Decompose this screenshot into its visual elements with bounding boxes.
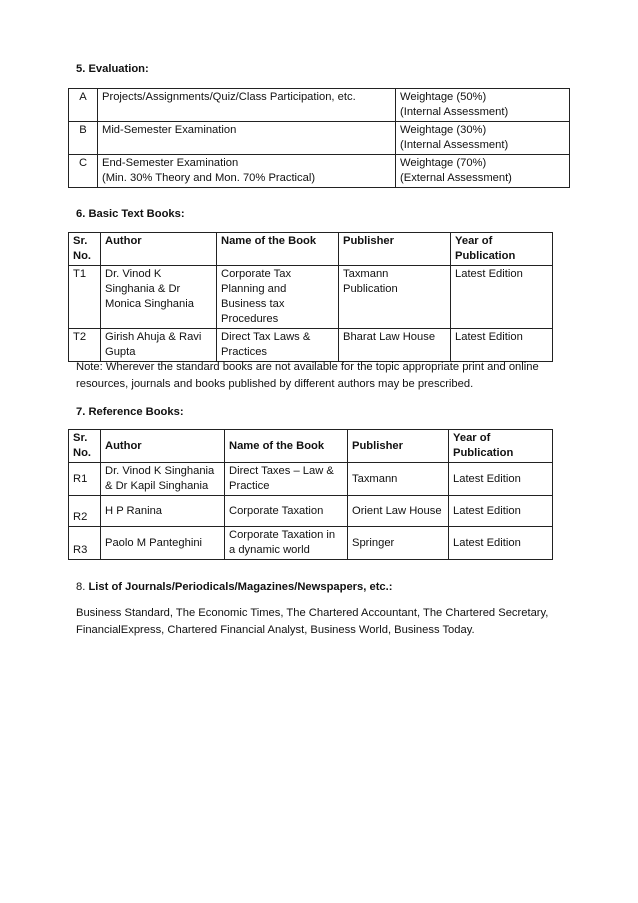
cell-publisher: Bharat Law House xyxy=(339,329,451,362)
cell-publisher: Taxmann Publication xyxy=(339,266,451,329)
eval-code: C xyxy=(69,155,98,188)
table-row xyxy=(69,496,553,527)
cell-author: Dr. Vinod K Singhania & Dr Monica Singhania xyxy=(101,266,217,329)
eval-weight xyxy=(396,89,570,122)
cell-book: Direct Taxes – Law & Practice xyxy=(225,463,348,496)
basic-books-note: Note: Wherever the standard books are not available for the topic appropriate print and online resources, journals and books published by different authors may be prescribed. xyxy=(76,361,539,390)
cell-sr: T1 xyxy=(69,266,101,329)
col-header-sr: Sr. No. xyxy=(69,430,101,463)
eval-weight-type: (Internal Assessment) xyxy=(400,106,509,118)
eval-weight-text: Weightage (50%) xyxy=(400,91,487,103)
cell-sr: R2 xyxy=(69,496,101,527)
col-header-book: Name of the Book xyxy=(225,430,348,463)
col-header-sr: Sr. No. xyxy=(69,233,101,266)
eval-item xyxy=(98,122,396,155)
cell-book: Direct Tax Laws & Practices xyxy=(217,329,339,362)
eval-weight-type: (Internal Assessment) xyxy=(400,139,509,151)
eval-item-subtext: (Min. 30% Theory and Mon. 70% Practical) xyxy=(102,172,316,184)
table-row xyxy=(69,527,553,560)
col-header-book: Name of the Book xyxy=(217,233,339,266)
cell-publisher: Orient Law House xyxy=(348,496,449,527)
eval-weight-text: Weightage (30%) xyxy=(400,124,487,136)
table-row xyxy=(69,155,570,188)
cell-sr: T2 xyxy=(69,329,101,362)
journals-heading xyxy=(76,580,392,595)
cell-sr: R1 xyxy=(69,463,101,496)
cell-author: Dr. Vinod K Singhania & Dr Kapil Singhania xyxy=(101,463,225,496)
journals-list: Business Standard, The Economic Times, The Chartered Accountant, The Chartered Secretary, FinancialExpress, Chartered Financial Analyst, Business World, Business Today. xyxy=(76,607,549,636)
col-header-publisher: Publisher xyxy=(339,233,451,266)
cell-year: Latest Edition xyxy=(451,329,553,362)
col-header-author: Author xyxy=(101,430,225,463)
table-header-row xyxy=(69,233,553,266)
table-row xyxy=(69,329,553,362)
table-row xyxy=(69,89,570,122)
cell-book: Corporate Taxation in a dynamic world xyxy=(225,527,348,560)
eval-item-text: Projects/Assignments/Quiz/Class Participation, etc. xyxy=(102,91,356,103)
eval-item-text: End-Semester Examination xyxy=(102,157,239,169)
cell-author: H P Ranina xyxy=(101,496,225,527)
eval-code: B xyxy=(69,122,98,155)
cell-year: Latest Edition xyxy=(449,527,553,560)
evaluation-table xyxy=(68,88,570,188)
cell-author: Paolo M Panteghini xyxy=(101,527,225,560)
journals-heading-text: List of Journals/Periodicals/Magazines/Newspapers, etc.: xyxy=(88,581,393,593)
table-row xyxy=(69,463,553,496)
cell-author: Girish Ahuja & Ravi Gupta xyxy=(101,329,217,362)
eval-weight-text: Weightage (70%) xyxy=(400,157,487,169)
cell-book: Corporate Tax Planning and Business tax Procedures xyxy=(217,266,339,329)
table-row xyxy=(69,266,553,329)
eval-weight-type: (External Assessment) xyxy=(400,172,512,184)
cell-publisher: Springer xyxy=(348,527,449,560)
reference-books-table xyxy=(68,429,553,560)
eval-weight xyxy=(396,122,570,155)
reference-books-heading: 7. Reference Books: xyxy=(76,406,184,418)
basic-books-table xyxy=(68,232,553,362)
eval-item-text: Mid-Semester Examination xyxy=(102,124,237,136)
col-header-year: Year of Publication xyxy=(449,430,553,463)
col-header-author: Author xyxy=(101,233,217,266)
cell-book: Corporate Taxation xyxy=(225,496,348,527)
cell-year: Latest Edition xyxy=(451,266,553,329)
journals-heading-number: 8. xyxy=(76,581,89,593)
basic-books-heading: 6. Basic Text Books: xyxy=(76,208,185,220)
cell-year: Latest Edition xyxy=(449,463,553,496)
eval-item xyxy=(98,89,396,122)
cell-year: Latest Edition xyxy=(449,496,553,527)
cell-publisher: Taxmann xyxy=(348,463,449,496)
eval-item xyxy=(98,155,396,188)
eval-code: A xyxy=(69,89,98,122)
col-header-year: Year of Publication xyxy=(451,233,553,266)
table-header-row xyxy=(69,430,553,463)
eval-weight xyxy=(396,155,570,188)
cell-sr: R3 xyxy=(69,527,101,560)
table-row xyxy=(69,122,570,155)
col-header-publisher: Publisher xyxy=(348,430,449,463)
evaluation-heading: 5. Evaluation: xyxy=(76,63,149,75)
